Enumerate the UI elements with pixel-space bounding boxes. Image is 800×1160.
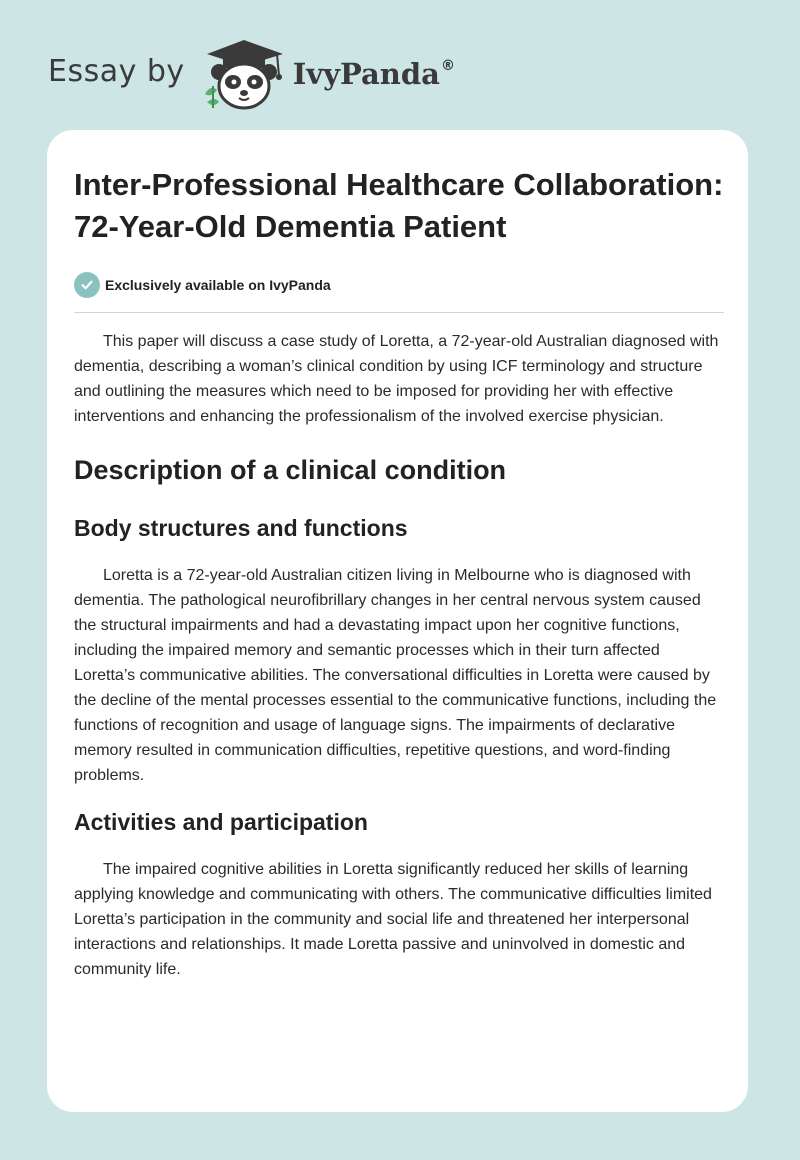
- exclusive-badge-text: Exclusively available on IvyPanda: [105, 277, 331, 293]
- site-header: [48, 36, 455, 110]
- subsection-heading-activities: Activities and participation: [74, 809, 368, 835]
- body-structures-paragraph: Loretta is a 72-year-old Australian citizen living in Melbourne who is diagnosed with dementia. The pathological neurofibrillary changes in her central nervous system caused the structural impairments and had a devastating impact upon her cognitive functions, including the impaired memory and semantic processes which in their turn affected Loretta’s communicative abilities. The conversational difficulties in Loretta were caused by the decline of the mental processes essential to the communicative functions, including the functions of recognition and usage of language signs. The impairments of declarative memory resulted in communication difficulties, repetitive questions, and word-finding problems.: [74, 567, 717, 784]
- exclusive-badge: [74, 270, 724, 300]
- intro-paragraph: This paper will discuss a case study of Loretta, a 72-year-old Australian diagnosed with dementia, describing a woman’s clinical condition by using ICF terminology and structure and outlining the measures which need to be imposed for providing her with effective interventions and enhancing the professionalism of the involved exercise physician.: [74, 333, 719, 425]
- divider: [74, 312, 724, 313]
- brand-label: IvyPanda: [292, 57, 440, 91]
- section-heading: Description of a clinical condition: [74, 455, 507, 485]
- check-icon: [74, 272, 100, 298]
- registered-mark: ®: [440, 58, 455, 74]
- essay-card: [47, 130, 748, 1112]
- essay-by-label: Essay by: [48, 53, 185, 89]
- subsection-heading-body-structures: Body structures and functions: [74, 515, 408, 541]
- page-title: Inter-Professional Healthcare Collaboration: 72-Year-Old Dementia Patient: [74, 167, 724, 244]
- activities-paragraph: The impaired cognitive abilities in Loretta significantly reduced her skills of learning applying knowledge and communicating with others. The communicative difficulties limited Loretta’s participation in the community and social life and threatened her interpersonal interactions and relationships. It made Loretta passive and uninvolved in domestic and community life.: [74, 861, 712, 978]
- brand-name[interactable]: [293, 57, 455, 91]
- panda-graduation-cap-icon[interactable]: [199, 36, 289, 110]
- essay-content: [74, 164, 724, 982]
